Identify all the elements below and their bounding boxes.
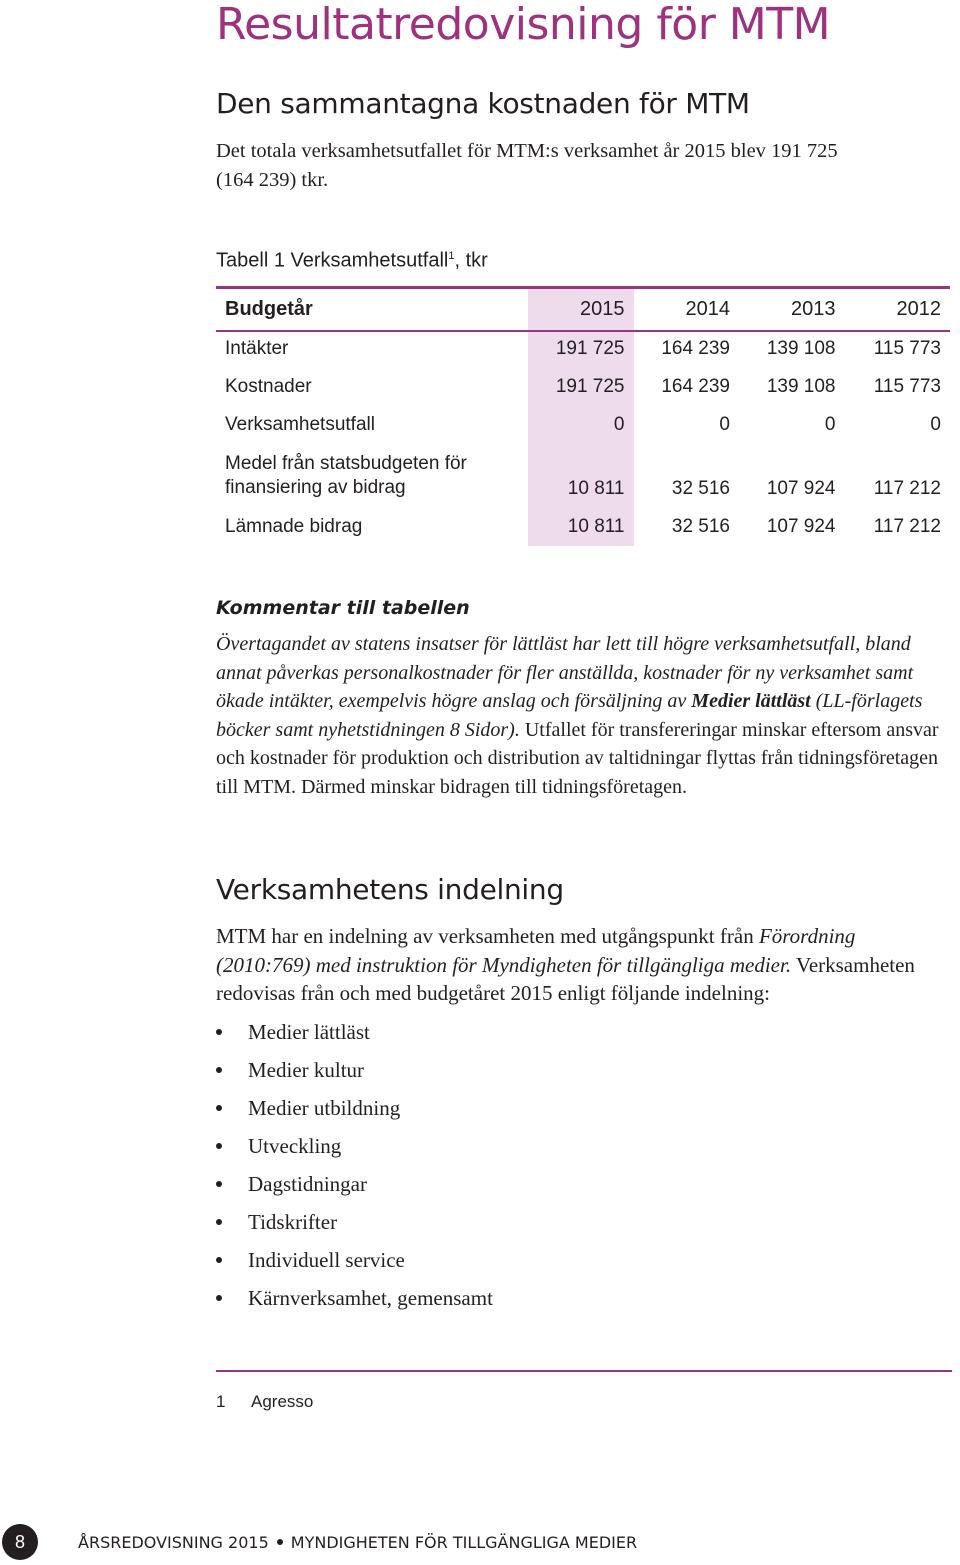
list-item-text: Medier kultur [248,1058,365,1082]
list-item [216,1280,493,1318]
table-row [216,330,950,368]
list-item-text: Kärnverksamhet, gemensamt [248,1286,493,1310]
unit-list [216,1014,493,1318]
table-cell: 164 239 [661,376,730,397]
header-2014: 2014 [685,298,730,320]
bullet-icon [216,1105,222,1111]
running-footer [78,1530,637,1556]
table-cell: 0 [824,414,836,435]
list-item [216,1052,493,1090]
table-cell: 0 [613,414,625,435]
table-row [216,368,950,406]
table-cell: 115 773 [873,376,941,397]
list-item [216,1166,493,1204]
row-label [216,444,528,508]
footnote-ref: 1 [448,250,455,262]
row-label: Verksamhetsutfall [225,414,375,435]
row-label: Kostnader [225,376,312,397]
footnote-text: Agresso [251,1392,314,1411]
row-label-line2: finansiering av bidrag [225,477,406,498]
footer-report-name: ÅRSREDOVISNING 2015 [78,1533,269,1552]
table-cell: 117 212 [873,478,941,499]
table-cell: 139 108 [766,338,836,359]
table-cell: 107 924 [766,478,836,499]
footer-agency-name: MYNDIGHETEN FÖR TILLGÄNGLIGA MEDIER [290,1533,638,1552]
list-item [216,1014,493,1052]
header-2013: 2013 [791,298,836,320]
separator-dot-icon [277,1539,283,1545]
list-item-text: Dagstidningar [248,1172,367,1196]
list-item-text: Utveckling [248,1134,342,1158]
table-row [216,406,950,444]
table-header-row [216,289,950,330]
table-cell: 115 773 [873,338,941,359]
list-item [216,1090,493,1128]
table-row [216,508,950,546]
indelning-text-1: MTM har en indelning av verksamheten med utgångspunkt från [216,924,759,948]
table-cell: 191 725 [555,376,625,397]
section-heading-indelning: Verksamhetens indelning [216,873,564,906]
table-cell: 191 725 [555,338,625,359]
bullet-icon [216,1143,222,1149]
table-cell: 164 239 [661,338,730,359]
table-cell: 10 811 [567,516,625,537]
table-cell: 117 212 [873,516,941,537]
table-caption [216,242,488,275]
cost-paragraph-line1: Det totala verksamhetsutfallet för MTM:s verksamhet år 2015 blev 191 725 [216,140,838,162]
indelning-text-2: Verksamheten redovisas från och med budgetåret 2015 enligt följande indelning: [216,952,915,1006]
results-table-container [216,286,950,546]
comment-paragraph [216,630,946,802]
header-budgetar: Budgetår [225,298,313,320]
bullet-icon [216,1219,222,1225]
table-cell: 0 [930,414,941,435]
table-cell: 107 924 [766,516,836,537]
list-item [216,1128,493,1166]
list-item [216,1204,493,1242]
comment-text-2: (LL-förlagets böcker samt nyhetstidningen 8 Sidor). [216,690,923,741]
row-label: Intäkter [225,338,289,359]
comment-text-3: Utfallet för transfereringar minskar eftersom ansvar och kostnader för produktion och distribution av taltidningar flyttas från tidningsföretagen till MTM. [216,718,939,798]
footnote [216,1390,313,1414]
table-cell: 0 [719,414,730,435]
comment-text-4: Därmed minskar bidragen till tidningsföretagen. [296,775,688,798]
comment-bold-product: Medier lättläst [691,690,811,713]
row-label: Lämnade bidrag [225,516,363,537]
comment-heading: Kommentar till tabellen [216,597,470,619]
header-2015: 2015 [580,298,625,320]
indelning-italic-regulation: Förordning (2010:769) med instruktion för Myndigheten för tillgängliga medier. [216,924,856,977]
list-item-text: Medier lättläst [248,1020,370,1044]
table-cell: 32 516 [671,478,730,499]
results-table [216,289,950,546]
cost-paragraph [216,137,936,194]
table-caption-text: Tabell 1 Verksamhetsutfall [216,249,449,272]
list-item-text: Individuell service [248,1248,405,1272]
bullet-icon [216,1029,222,1035]
list-item-text: Tidskrifter [248,1210,338,1234]
section-heading-cost: Den sammantagna kostnaden för MTM [216,87,750,120]
table-row [216,444,950,508]
bullet-icon [216,1181,222,1187]
page-number-badge: 8 [2,1524,38,1560]
row-label-line1: Medel från statsbudgeten för [225,453,467,474]
footnote-number: 1 [216,1392,226,1411]
table-cell: 10 811 [567,478,625,499]
header-2012: 2012 [896,298,941,320]
table-cell: 32 516 [671,516,730,537]
comment-text-1: Övertagandet av statens insatser för lättläst har lett till högre verksamhetsutfall, bland annat påverkas personalkostnader för fler anställda, kostnader för ny verksamhet samt ökade intäkter, exempelvis högre anslag och försäljning av [216,633,914,713]
table-caption-unit: , tkr [454,249,488,272]
indelning-paragraph [216,922,936,1008]
list-item [216,1242,493,1280]
bullet-icon [216,1295,222,1301]
list-item-text: Medier utbildning [248,1096,401,1120]
bullet-icon [216,1067,222,1073]
table-cell: 139 108 [766,376,836,397]
cost-paragraph-line2: (164 239) tkr. [216,168,329,191]
footnote-rule [216,1370,952,1372]
bullet-icon [216,1257,222,1263]
page-title: Resultatredovisning för MTM [216,0,831,50]
